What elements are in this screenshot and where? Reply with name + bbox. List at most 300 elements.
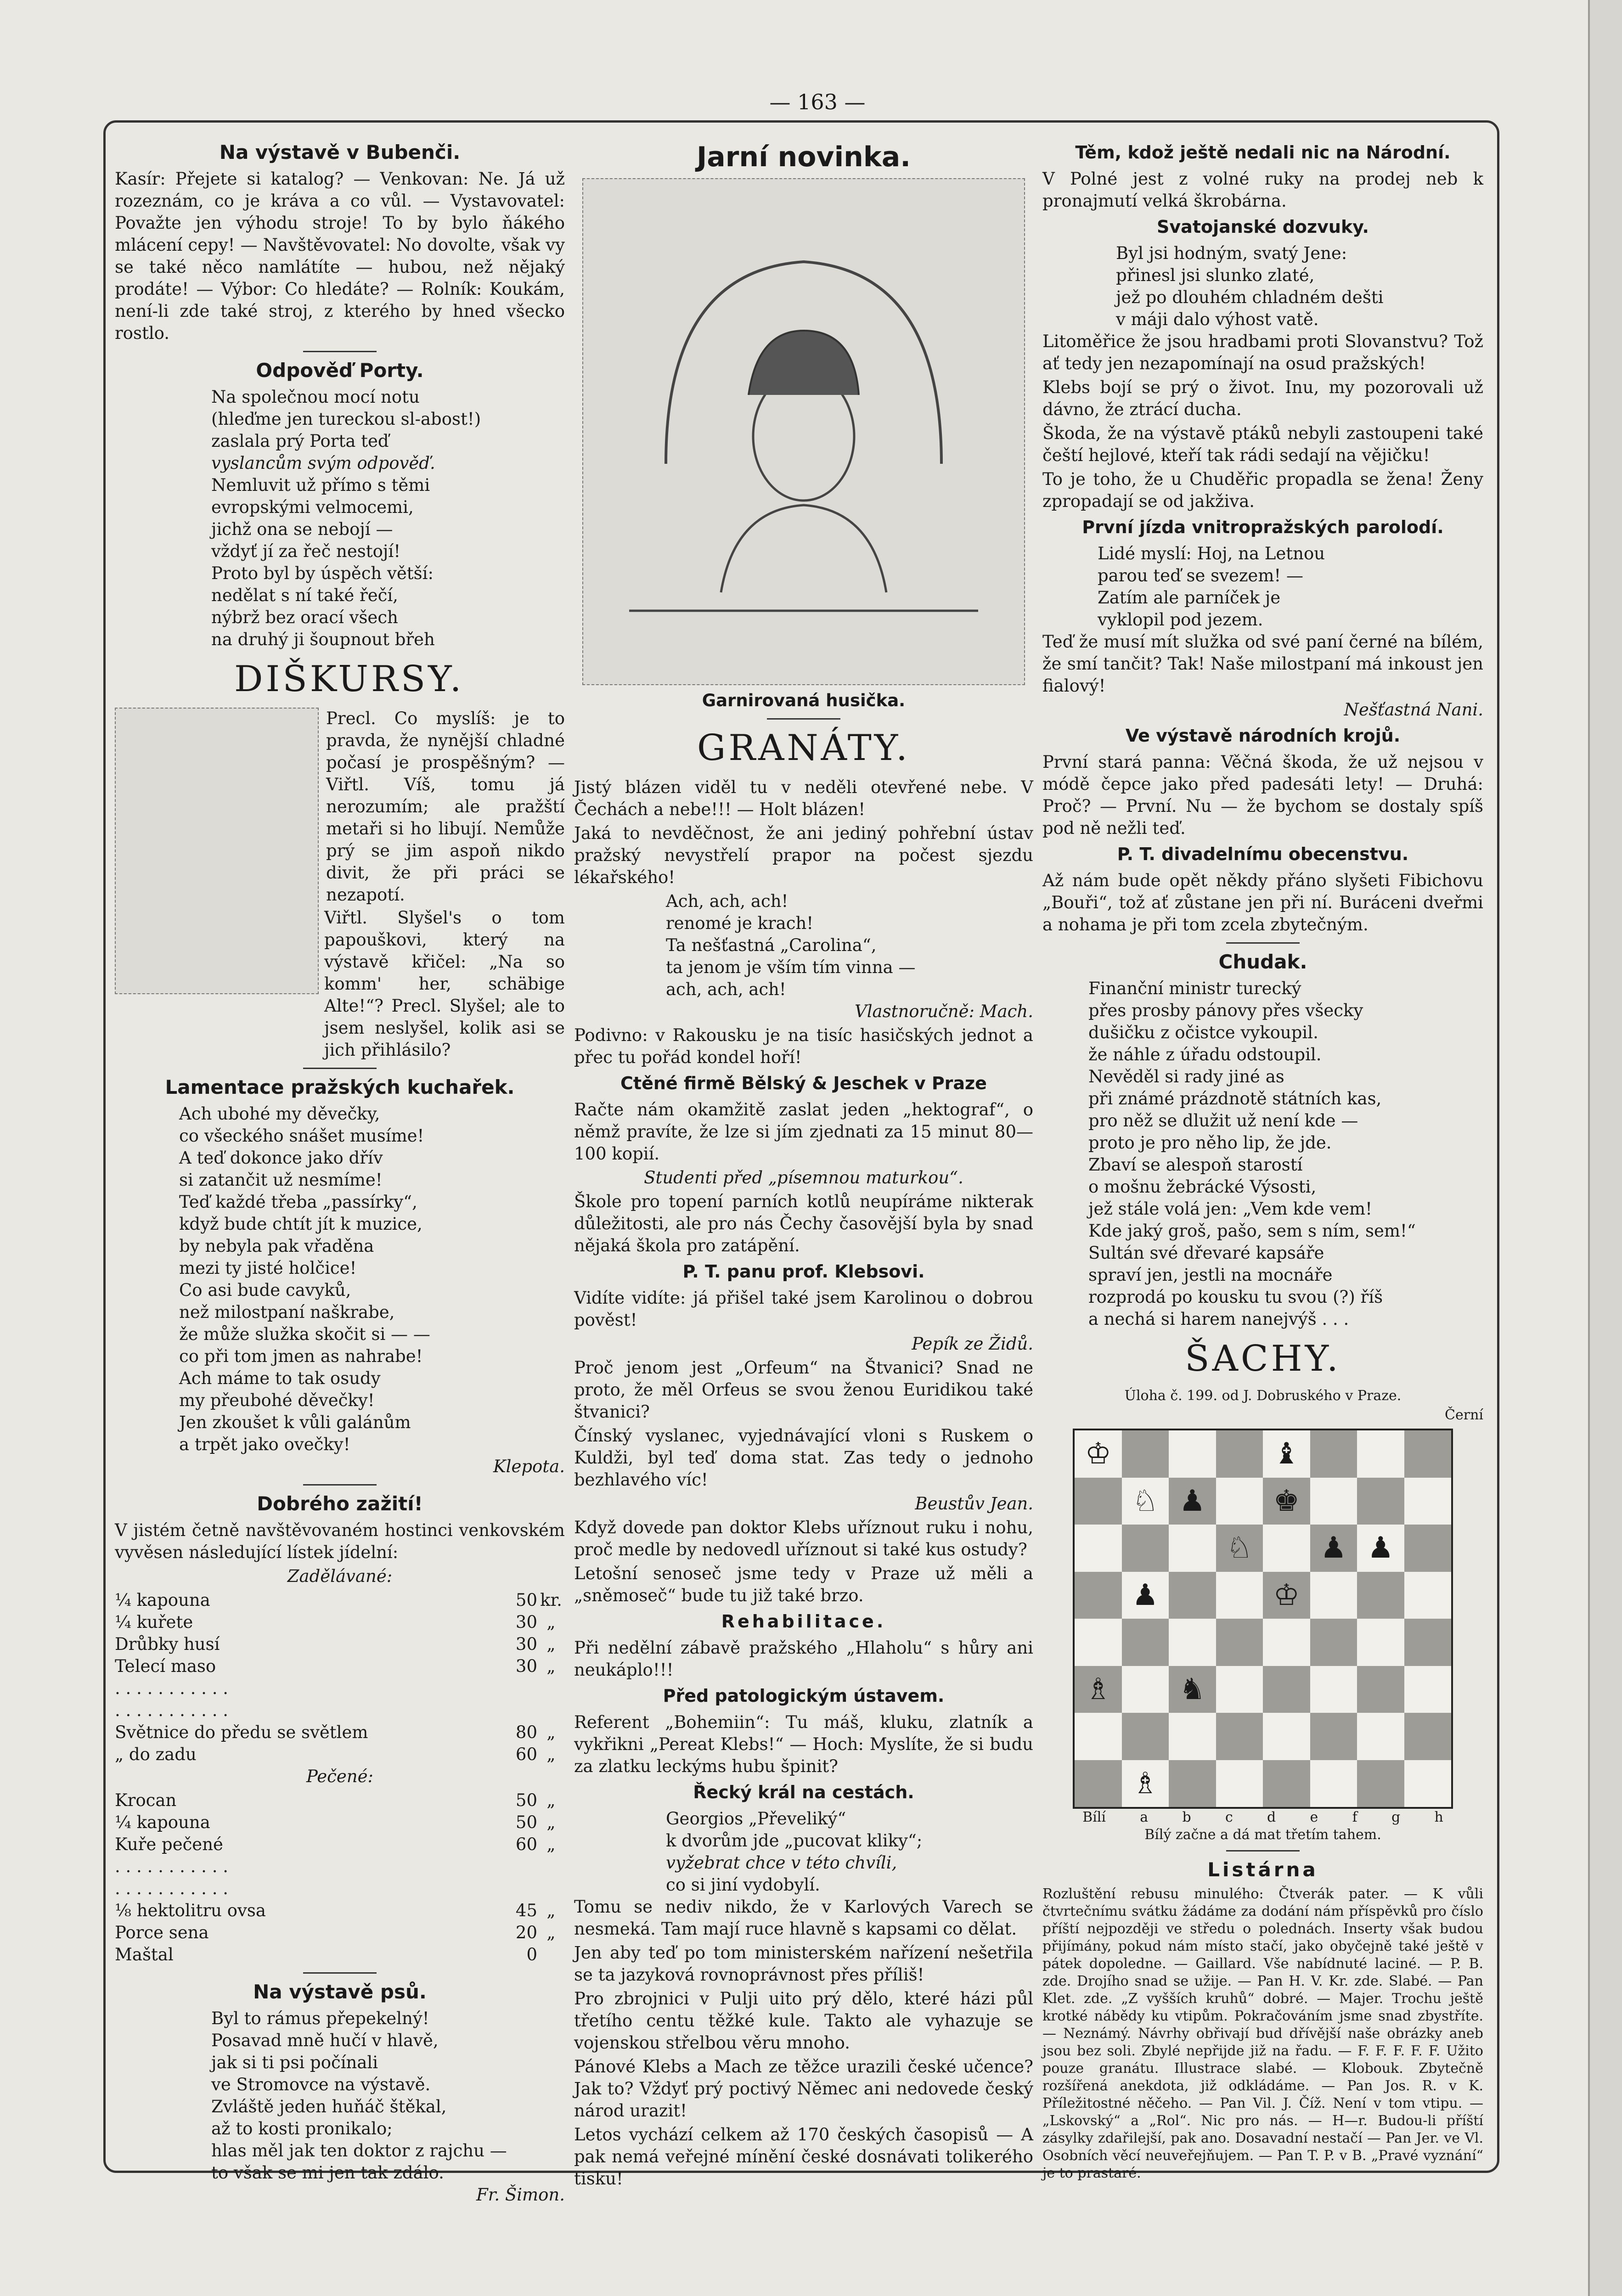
menu-item-name: Krocan [115, 1790, 177, 1810]
paragraph: Tomu se nediv nikdo, že v Karlových Varech se nesmeká. Tam mají ruce hlavně s kapsami co dělat. [574, 1897, 1033, 1939]
poem-line: jež stále volá jen: „Vem kde vem! [1088, 1199, 1373, 1219]
chess-file-label: f [1352, 1809, 1357, 1825]
chess-piece-icon: ♝ [1273, 1437, 1300, 1471]
lamentace-title: Lamentace pražských kuchařek. [165, 1076, 515, 1098]
granaty-verse [574, 890, 1033, 1001]
chess-task: Úloha č. 199. od J. Dobruského v Praze. [1124, 1388, 1402, 1404]
menu-item-price [487, 1699, 537, 1722]
jizda-poem [1042, 543, 1483, 631]
menu-item-name: Drůbky husí [115, 1634, 220, 1654]
divider [767, 718, 840, 720]
poem-line: mezi ty jisté holčice! [179, 1258, 357, 1278]
menu-row [115, 1834, 565, 1856]
chess-square-a3 [1075, 1666, 1122, 1713]
chess-caption: Bílý začne a dá mat třetím tahem. [1144, 1827, 1381, 1843]
poem-line: co všeckého snášet musíme! [179, 1126, 424, 1146]
poem-line: si zatančit už nesmíme! [179, 1170, 383, 1190]
chess-square-c5 [1169, 1572, 1216, 1619]
porty-title: Odpověď Porty. [256, 359, 424, 382]
sachy-title: ŠACHY. [1185, 1338, 1341, 1379]
chess-square-f1 [1310, 1760, 1357, 1807]
menu-subhead: Pečené: [306, 1767, 373, 1786]
signature: Beustův Jean. [915, 1494, 1033, 1514]
chess-square-f4 [1310, 1619, 1357, 1666]
menu-item-unit: „ [546, 1835, 556, 1854]
jarni-illustration [582, 178, 1025, 685]
chess-square-f7 [1310, 1478, 1357, 1525]
paragraph: To je toho, že u Chuděřic propadla se žena! Ženy zpropadají se od jakživa. [1042, 469, 1483, 511]
chess-square-g6 [1357, 1525, 1404, 1572]
menu-item-name: . . . . . . . . . . . [115, 1857, 228, 1876]
chess-square-e8 [1263, 1430, 1310, 1478]
poem-line: rozprodá po kousku tu svou (?) říš [1088, 1287, 1383, 1307]
column-left [115, 138, 565, 2208]
poem-line: Zvláště jeden huňáč štěkal, [211, 2097, 447, 2116]
chess-piece-icon: ♟ [1132, 1578, 1159, 1612]
menu-item-price: 30 [515, 1634, 537, 1654]
paragraph: Škoda, že na výstavě ptáků nebyli zastoupeni také čeští hejlové, kteří tak rádi sedají na vějičku! [1042, 423, 1483, 465]
poem-line: ve Stromovce na výstavě. [211, 2075, 431, 2094]
paragraph: Když dovede pan doktor Klebs uříznout ruku i nohu, proč medle by nedovedl uříznout si také kus ostudy? [574, 1518, 1033, 1559]
zaziti-title: Dobrého zažití! [257, 1492, 423, 1515]
subhead: Těm, kdož ještě nedali nic na Národní. [1075, 142, 1451, 163]
menu-item-name: ¼ kapouna [115, 1590, 210, 1610]
subhead: Rehabilitace. [721, 1611, 886, 1632]
poem-line: Byl jsi hodným, svatý Jene: [1116, 243, 1347, 263]
subhead: P. T. panu prof. Klebsovi. [682, 1261, 925, 1282]
paragraph: Až nám bude opět někdy přáno slyšeti Fibichovu „Bouři“, tož ať zůstane jen při ní. Buráceni dveřmi a nohama je při tom zcela zbytečným. [1042, 871, 1483, 934]
poem-line: než milostpaní naškrabe, [179, 1302, 395, 1322]
chess-square-f2 [1310, 1713, 1357, 1760]
divider [1226, 942, 1300, 944]
poem-line: vyslancům svým odpověď. [211, 453, 435, 473]
recky-verse [574, 1808, 1033, 1896]
chess-square-d6 [1216, 1525, 1263, 1572]
chess-square-a8 [1075, 1430, 1122, 1478]
menu-item-unit: „ [546, 1634, 556, 1654]
chess-square-e7 [1263, 1478, 1310, 1525]
poem-line: že náhle z úřadu odstoupil. [1088, 1045, 1322, 1064]
subhead: Ve výstavě národních krojů. [1125, 726, 1401, 746]
menu-item-price: 30 [515, 1656, 537, 1676]
chess-square-h6 [1404, 1525, 1452, 1572]
chess-square-b3 [1122, 1666, 1169, 1713]
chess-piece-icon: ♗ [1085, 1672, 1111, 1706]
chess-square-a4 [1075, 1619, 1122, 1666]
menu-item-name: Světnice do předu se světlem [115, 1722, 368, 1742]
poem-line: jichž ona se nebojí — [211, 519, 393, 539]
menu-item-price: 45 [515, 1901, 537, 1920]
bubenci-title: Na výstavě v Bubenči. [219, 141, 461, 163]
menu-item-name: ¼ kuřete [115, 1612, 193, 1632]
menu-item-price [487, 1856, 537, 1878]
chess-square-a1 [1075, 1760, 1122, 1807]
menu-item-name: ¼ kapouna [115, 1812, 210, 1832]
poem-line: nedělat s ní také řečí, [211, 585, 398, 605]
poem-line: Lidé myslí: Hoj, na Letnou [1098, 544, 1325, 563]
chess-square-d1 [1216, 1760, 1263, 1807]
chess-black-label: Černí [1445, 1407, 1483, 1423]
menu-item-price [487, 1677, 537, 1699]
chess-square-e2 [1263, 1713, 1310, 1760]
chess-square-f3 [1310, 1666, 1357, 1713]
chess-square-h5 [1404, 1572, 1452, 1619]
poem-line: Teď každé třeba „passírky“, [179, 1192, 417, 1212]
poem-line: Ta nešťastná „Carolina“, [666, 935, 877, 955]
poem-line: Nemluvit už přímo s těmi [211, 475, 430, 495]
chess-square-d8 [1216, 1430, 1263, 1478]
paragraph: V Polné jest z volné ruky na prodej neb k pronajmutí velká škrobárna. [1042, 169, 1483, 211]
menu-item-price: 50 [515, 1790, 537, 1810]
chess-square-e6 [1263, 1525, 1310, 1572]
paragraph: Teď že musí mít služka od své paní černé na bílém, že smí tančit? Tak! Naše milostpaní má inkoust jen fialový! [1042, 632, 1483, 696]
poem-line: jež po dlouhém chladném dešti [1116, 287, 1384, 307]
chess-file-label: d [1267, 1809, 1276, 1825]
poem-line: renomé je krach! [666, 913, 814, 933]
chess-square-g8 [1357, 1430, 1404, 1478]
lamentace-sign: Klepota. [493, 1457, 565, 1476]
menu-row [115, 1722, 565, 1744]
chess-file-label: b [1182, 1809, 1191, 1825]
poem-line: vyžebrat chce v této chvíli, [666, 1853, 897, 1873]
menu-item-unit: kr. [540, 1590, 562, 1610]
divider [303, 1484, 377, 1486]
chess-file-label: h [1434, 1809, 1443, 1825]
chess-square-h7 [1404, 1478, 1452, 1525]
poem-line: Na společnou mocí notu [211, 387, 420, 407]
subhead: P. T. divadelnímu obecenstvu. [1117, 844, 1409, 864]
menu-row [115, 1655, 565, 1677]
chess-piece-icon: ♟ [1367, 1531, 1394, 1565]
menu-row [115, 1744, 565, 1766]
poem-line: a trpět jako ovečky! [179, 1435, 350, 1454]
chess-square-f6 [1310, 1525, 1357, 1572]
chudak-title: Chudak. [1218, 951, 1307, 973]
menu-item-unit [537, 1944, 565, 1966]
paragraph: Proč jenom jest „Orfeum“ na Štvanici? Snad ne proto, že měl Orfeus se svou ženou Euridikou také štvanici? [574, 1358, 1033, 1422]
lamentace-poem [115, 1103, 565, 1456]
menu-item-name: Telecí maso [115, 1656, 216, 1676]
chess-square-f5 [1310, 1572, 1357, 1619]
menu-item-name: ⅛ hektolitru ovsa [115, 1901, 266, 1920]
poem-line: ach, ach, ach! [666, 979, 786, 999]
paragraph: Referent „Bohemiin“: Tu máš, kluku, zlatník a vykřikni „Pereat Klebs!“ — Hoch: Myslíte, že si budu za zlatku leckýms hubu špinit? [574, 1712, 1033, 1776]
poem-line: Jen zkoušet k vůli galánům [179, 1412, 411, 1432]
divider [1226, 1850, 1300, 1851]
menu-item-unit: „ [546, 1656, 556, 1676]
menu-item-unit: „ [546, 1901, 556, 1920]
chess-square-e4 [1263, 1619, 1310, 1666]
poem-line: dušičku z očistce vykoupil. [1088, 1023, 1318, 1042]
menu-item-price: 20 [515, 1923, 537, 1942]
chess-square-d3 [1216, 1666, 1263, 1713]
poem-line: by nebyla pak vřaděna [179, 1236, 374, 1256]
menu-item-name: . . . . . . . . . . . [115, 1879, 228, 1898]
menu-item-unit: „ [546, 1790, 556, 1810]
chess-square-b1 [1122, 1760, 1169, 1807]
poem-line: zaslala prý Porta teď [211, 431, 389, 451]
chess-square-e1 [1263, 1760, 1310, 1807]
signature: Nešťastná Nani. [1344, 700, 1483, 720]
poem-line: evropskými velmocemi, [211, 497, 414, 517]
page-number: — 163 — [769, 90, 866, 114]
poem-line: o mošnu žebrácké Výsosti, [1088, 1177, 1317, 1197]
paragraph: Podivno: v Rakousku je na tisíc hasičských jednot a přec tu pořád kondel hoří! [574, 1025, 1033, 1067]
chess-square-h2 [1404, 1713, 1452, 1760]
poem-line: Co asi bude cavyků, [179, 1280, 351, 1300]
poem-line: Finanční ministr turecký [1088, 979, 1301, 998]
paragraph: Vidíte vidíte: já přišel také jsem Karolinou o dobrou pověst! [574, 1288, 1033, 1330]
chess-square-g5 [1357, 1572, 1404, 1619]
chess-piece-icon: ♚ [1273, 1484, 1300, 1518]
paragraph: Čínský vyslanec, vyjednávající vloni s Ruskem o Kuldži, byl teď doma stat. Zas tedy o jednoho bezhlavého víc! [574, 1426, 1033, 1490]
divider [303, 1068, 377, 1069]
chess-square-h4 [1404, 1619, 1452, 1666]
poem-line: nýbrž bez orací všech [211, 608, 398, 627]
zaziti-intro: V jistém četně navštěvovaném hostinci venkovském vyvěsen následující lístek jídelní: [115, 1520, 565, 1562]
chess-square-g4 [1357, 1619, 1404, 1666]
paragraph: Letos vychází celkem až 170 českých časopisů — A pak nemá veřejné mínění české dosnávati tolikerého tisku! [574, 2125, 1033, 2189]
menu-row [115, 1589, 565, 1611]
paragraph: Škole pro topení parních kotlů neupíráme nikterak důležitosti, ale pro nás Čechy časovější byla by snad nějaká škola pro zatápění. [574, 1192, 1033, 1255]
granaty-title: GRANÁTY. [697, 727, 910, 769]
lady-sketch-icon [583, 179, 1024, 684]
psu-title: Na výstavě psů. [253, 1981, 427, 2003]
poem-line: to však se mi jen tak zdálo. [211, 2163, 444, 2183]
poem-line: Ach máme to tak osudy [179, 1368, 381, 1388]
signature: Pepík ze Židů. [912, 1334, 1033, 1354]
menu-row [115, 1677, 565, 1699]
menu-row [115, 1944, 565, 1966]
chess-square-c1 [1169, 1760, 1216, 1807]
chess-file-label: g [1391, 1809, 1401, 1825]
paragraph: Při nedělní zábavě pražského „Hlaholu“ s hůry ani neukáplo!!! [574, 1638, 1033, 1680]
subhead: Svatojanské dozvuky. [1157, 217, 1369, 237]
poem-line: co si jiní vydobylí. [666, 1875, 820, 1895]
menu-item-price [487, 1878, 537, 1900]
diskursy-text-1: Precl. Co myslíš: je to pravda, že nynější chladné počasí je prospěšným? — Viřtl. Víš, tomu já nerozumím; ale pražští metaři si ho libují. Nemůže prý se jim aspoň nikdo divit, že při práci se nezapotí. [326, 709, 565, 905]
menu-table [115, 1589, 565, 1766]
poem-line: Proto byl by úspěch větší: [211, 563, 434, 583]
menu-item-unit [537, 1699, 565, 1722]
chess-square-g3 [1357, 1666, 1404, 1713]
poem-line: pro něž se dlužit už není kde — [1088, 1111, 1358, 1131]
poem-line: přinesl jsi slunko zlaté, [1116, 265, 1315, 285]
paragraph: Jaká to nevděčnost, že ani jediný pohřební ústav pražský nevystřelí prapor na počest sjezdu lékařského! [574, 823, 1033, 887]
page-edge [1588, 0, 1622, 2296]
poem-line: Zbaví se alespoň starostí [1088, 1155, 1303, 1175]
chess-piece-icon: ♗ [1132, 1766, 1159, 1801]
poem-line: Zatím ale parníček je [1098, 588, 1281, 608]
menu-row [115, 1699, 565, 1722]
chess-square-c3 [1169, 1666, 1216, 1713]
menu-row [115, 1900, 565, 1922]
poem-line: jak si ti psi počínali [211, 2053, 378, 2072]
menu-item-price: 0 [526, 1945, 537, 1964]
chess-file-label: e [1310, 1809, 1318, 1825]
chess-square-b2 [1122, 1713, 1169, 1760]
bubenci-text: Kasír: Přejete si katalog? — Venkovan: Ne. Já už rozeznám, co je kráva a co vůl. — Vystavovatel: Považte jen výhodu stroje! To by bylo ňákého mlácení cepy! — Navštěvovatel: No dovolte, však vy se také něco namlátíte — hubou, než nějaký prodáte! — Výbor: Co hledáte? — Rolník: Koukám, není-li zde také stroj, z kterého by hned všecko rostlo. [115, 169, 565, 343]
chess-square-c4 [1169, 1619, 1216, 1666]
menu-row [115, 1790, 565, 1812]
poem-line: vždyť jí za řeč nestojí! [211, 541, 401, 561]
chess-square-b5 [1122, 1572, 1169, 1619]
chess-board [1073, 1429, 1453, 1809]
chess-square-a6 [1075, 1525, 1122, 1572]
chess-square-h1 [1404, 1760, 1452, 1807]
menu-item-price: 60 [515, 1835, 537, 1854]
paragraph: Jistý blázen viděl tu v neděli otevřené nebe. V Čechách a nebe!!! — Holt blázen! [574, 777, 1033, 819]
poem-line: Posavad mně hučí v hlavě, [211, 2031, 439, 2050]
menu-item-unit: „ [546, 1812, 556, 1832]
chess-piece-icon: ♘ [1226, 1531, 1253, 1565]
signature: Vlastnoručně: Mach. [854, 1002, 1033, 1021]
menu-item-unit [537, 1878, 565, 1900]
poem-line: když bude chtít jít k muzice, [179, 1214, 422, 1234]
poem-line: Georgios „Převeliký“ [666, 1809, 846, 1829]
subhead: Ctěné firmě Bělský & Jeschek v Praze [620, 1073, 987, 1093]
chess-square-b6 [1122, 1525, 1169, 1572]
column-middle [574, 138, 1033, 2192]
menu-item-unit: „ [546, 1612, 556, 1632]
jarni-caption: Garnirovaná husička. [702, 691, 906, 710]
paragraph: Jen aby teď po tom ministerském nařízení nešetřila se ta jazyková rovnoprávnost přes příliš! [574, 1943, 1033, 1985]
chess-square-a5 [1075, 1572, 1122, 1619]
chess-file-labels [1065, 1809, 1460, 1826]
poem-line: co při tom jmen as nahrabe! [179, 1346, 423, 1366]
paragraph: Pánové Klebs a Mach ze těžce urazili české učence? Jak to? Vždyť prý poctivý Němec ani nedovede český národ urazit! [574, 2057, 1033, 2121]
chess-file-label: a [1140, 1809, 1149, 1825]
menu-item-unit [537, 1677, 565, 1699]
poem-line: hlas měl jak ten doktor z rajchu — [211, 2141, 507, 2161]
chess-square-d5 [1216, 1572, 1263, 1619]
poem-line: ta jenom je vším tím vinna — [666, 957, 916, 977]
menu-item-price: 50 [515, 1812, 537, 1832]
poem-line: A teď dokonce jako dřív [179, 1148, 383, 1168]
poem-line: k dvorům jde „pucovat kliky“; [666, 1831, 923, 1851]
poem-line: proto je pro něho lip, že jde. [1088, 1133, 1332, 1153]
chess-square-c7 [1169, 1478, 1216, 1525]
chess-square-h8 [1404, 1430, 1452, 1478]
chess-square-c2 [1169, 1713, 1216, 1760]
listarna-text: Rozluštění rebusu minulého: Čtverák pater. — K vůli čtvrtečnímu svátku žádáme za dodání nám příspěvků pro číslo příští nejpozději ve středu o polednách. Inserty však budou přijímány, pokud nám místo stačí, jako obyčejně také ještě v pátek dopoledne. — Gaillard. Vše nabídnuté laciné. — P. B. zde. Drojího snad se užije. — Pan H. V. Kr. zde. Slabé. — Pan Klet. zde. „Z vyšších kruhů“ dobré. — Majer. Trochu ještě krotké nábědy ku vtipům. Pokračováním jsme snad zbystříte. — Neznámý. Návrhy obřivají bud dřívější naše obrázky aneb jsou bez soli. Zbylé nepřijde již na řadu. — F. F. F. F. F. Užito pouze granátu. Illustrace slabé. — Klobouk. Zbytečně rozšířená anekdota, již odkládáme. — Pan Jos. R. v K. Příležitostné něčeho. — Pan Vil. J. Číž. Není v tom vtipu. — „Lskovský“ a „Rol“. Nic pro nás. — H—r. Budou-li příští zásylky zdařilejší, pak ano. Dosavadní nestačí — Pan Jer. ve Vl. Osobních věcí neuveřejňujem. — Pan T. P. v B. „Pravé vyznání“ je to prastaré. [1042, 1886, 1483, 2181]
chess-square-c8 [1169, 1430, 1216, 1478]
menu-subhead: Zadělávané: [287, 1566, 393, 1586]
menu-row [115, 1856, 565, 1878]
poem-line: a nechá si harem nanejvýš . . . [1088, 1309, 1349, 1329]
poem-line: Ach ubohé my děvečky, [179, 1104, 380, 1124]
poem-line: spraví jen, jestli na mocnáře [1088, 1265, 1333, 1285]
chess-piece-icon: ♟ [1179, 1484, 1205, 1518]
psu-poem [115, 2008, 565, 2184]
diskursy-text-2: Viřtl. Slyšel's o tom papouškovi, který na výstavě křičel: „Na so komm' her, schäbige Alte!“? Precl. Slyšel; ale to jsem neslyšel, kolik asi se jich přihlásilo? [324, 908, 565, 1060]
chess-square-d2 [1216, 1713, 1263, 1760]
chess-piece-icon: ♔ [1085, 1437, 1111, 1471]
poem-line: při známé prázdnotě státních kas, [1088, 1089, 1382, 1109]
poem-line: parou teď se svezem! — [1098, 566, 1304, 585]
menu-item-price: 30 [515, 1612, 537, 1632]
subhead: První jízda vnitropražských parolodí. [1082, 517, 1444, 537]
chess-square-a7 [1075, 1478, 1122, 1525]
chess-piece-icon: ♟ [1320, 1531, 1347, 1565]
diskursy-title: DIŠKURSY. [234, 658, 464, 700]
porty-poem [115, 386, 565, 651]
chess-square-a2 [1075, 1713, 1122, 1760]
chess-square-e5 [1263, 1572, 1310, 1619]
chess-square-b8 [1122, 1430, 1169, 1478]
menu-item-name: Porce sena [115, 1923, 209, 1942]
poem-line: vyklopil pod jezem. [1098, 610, 1263, 630]
paragraph: První stará panna: Věčná škoda, že už nejsou v módě čepce jako před padesáti lety! — Druhá: Proč? — První. Nu — že bychom se dostaly spíš pod ně nežli teď. [1042, 752, 1483, 838]
chess-square-e3 [1263, 1666, 1310, 1713]
menu-item-unit: „ [546, 1722, 556, 1742]
chess-piece-icon: ♞ [1179, 1672, 1205, 1706]
menu-item-unit [537, 1856, 565, 1878]
chess-square-c6 [1169, 1525, 1216, 1572]
subhead: Před patologickým ústavem. [663, 1686, 945, 1706]
menu-item-name: Kuře pečené [115, 1835, 223, 1854]
listarna-title: Listárna [1207, 1858, 1318, 1881]
paragraph: Račte nám okamžitě zaslat jeden „hektograf“, o němž pravíte, že lze si jím zjednati za 15 minut 80—100 kopií. [574, 1100, 1033, 1164]
chess-file-label: c [1225, 1809, 1233, 1825]
menu-item-price: 80 [515, 1722, 537, 1742]
chudak-poem [1042, 978, 1483, 1330]
signature: Studenti před „písemnou maturkou“. [644, 1168, 963, 1187]
menu-item-unit: „ [546, 1923, 556, 1942]
divider [303, 351, 377, 352]
menu-table [115, 1790, 565, 1966]
poem-line: že může služka skočit si — — [179, 1324, 430, 1344]
chess-square-b7 [1122, 1478, 1169, 1525]
poem-line: (hleďme jen tureckou sl-abost!) [211, 409, 481, 429]
jarni-title: Jarní novinka. [696, 141, 911, 173]
poem-line: Sultán své dřevaré kapsáře [1088, 1243, 1324, 1263]
divider [303, 1972, 377, 1974]
menu-item-price: 50 [515, 1590, 537, 1610]
paragraph: Letošní senoseč jsme tedy v Praze už měli a „sněmoseč“ bude tu již také brzo. [574, 1564, 1033, 1605]
menu-row [115, 1611, 565, 1633]
paragraph: Klebs bojí se prý o život. Inu, my pozorovali už dávno, že ztrácí ducha. [1042, 377, 1483, 419]
poem-line: my přeubohé děvečky! [179, 1390, 375, 1410]
poem-line: Ach, ach, ach! [666, 891, 788, 911]
svat-poem [1042, 242, 1483, 331]
menu-item-price: 60 [515, 1745, 537, 1764]
chess-square-d7 [1216, 1478, 1263, 1525]
column-right [1042, 138, 1483, 2184]
menu-row [115, 1922, 565, 1944]
chess-square-g7 [1357, 1478, 1404, 1525]
chess-square-b4 [1122, 1619, 1169, 1666]
subhead: Řecký král na cestách. [693, 1782, 914, 1802]
paragraph: Pro zbrojnici v Pulji uito prý dělo, které házi půl třetího centu těžké kule. Takto ale vyhazuje se vojenskou střelbou věru mnoho. [574, 1989, 1033, 2053]
chess-square-g1 [1357, 1760, 1404, 1807]
menu-item-unit: „ [546, 1745, 556, 1764]
chess-piece-icon: ♘ [1132, 1484, 1159, 1518]
chess-square-f8 [1310, 1430, 1357, 1478]
menu-item-name: . . . . . . . . . . . [115, 1700, 228, 1720]
chess-square-h3 [1404, 1666, 1452, 1713]
poem-line: až to kosti pronikalo; [211, 2119, 393, 2138]
chess-white-label: Bílí [1082, 1809, 1106, 1825]
cartoon-illustration [115, 708, 319, 994]
poem-line: na druhý ji šoupnout břeh [211, 630, 435, 649]
chess-square-g2 [1357, 1713, 1404, 1760]
poem-line: Nevěděl si rady jiné as [1088, 1067, 1284, 1086]
poem-line: Kde jaký groš, pašo, sem s ním, sem!“ [1088, 1221, 1416, 1241]
menu-item-name: . . . . . . . . . . . [115, 1678, 228, 1698]
menu-row [115, 1812, 565, 1834]
paragraph: Litoměřice že jsou hradbami proti Slovanstvu? Tož ať tedy jen nezapomínají na osud pražských! [1042, 332, 1483, 373]
